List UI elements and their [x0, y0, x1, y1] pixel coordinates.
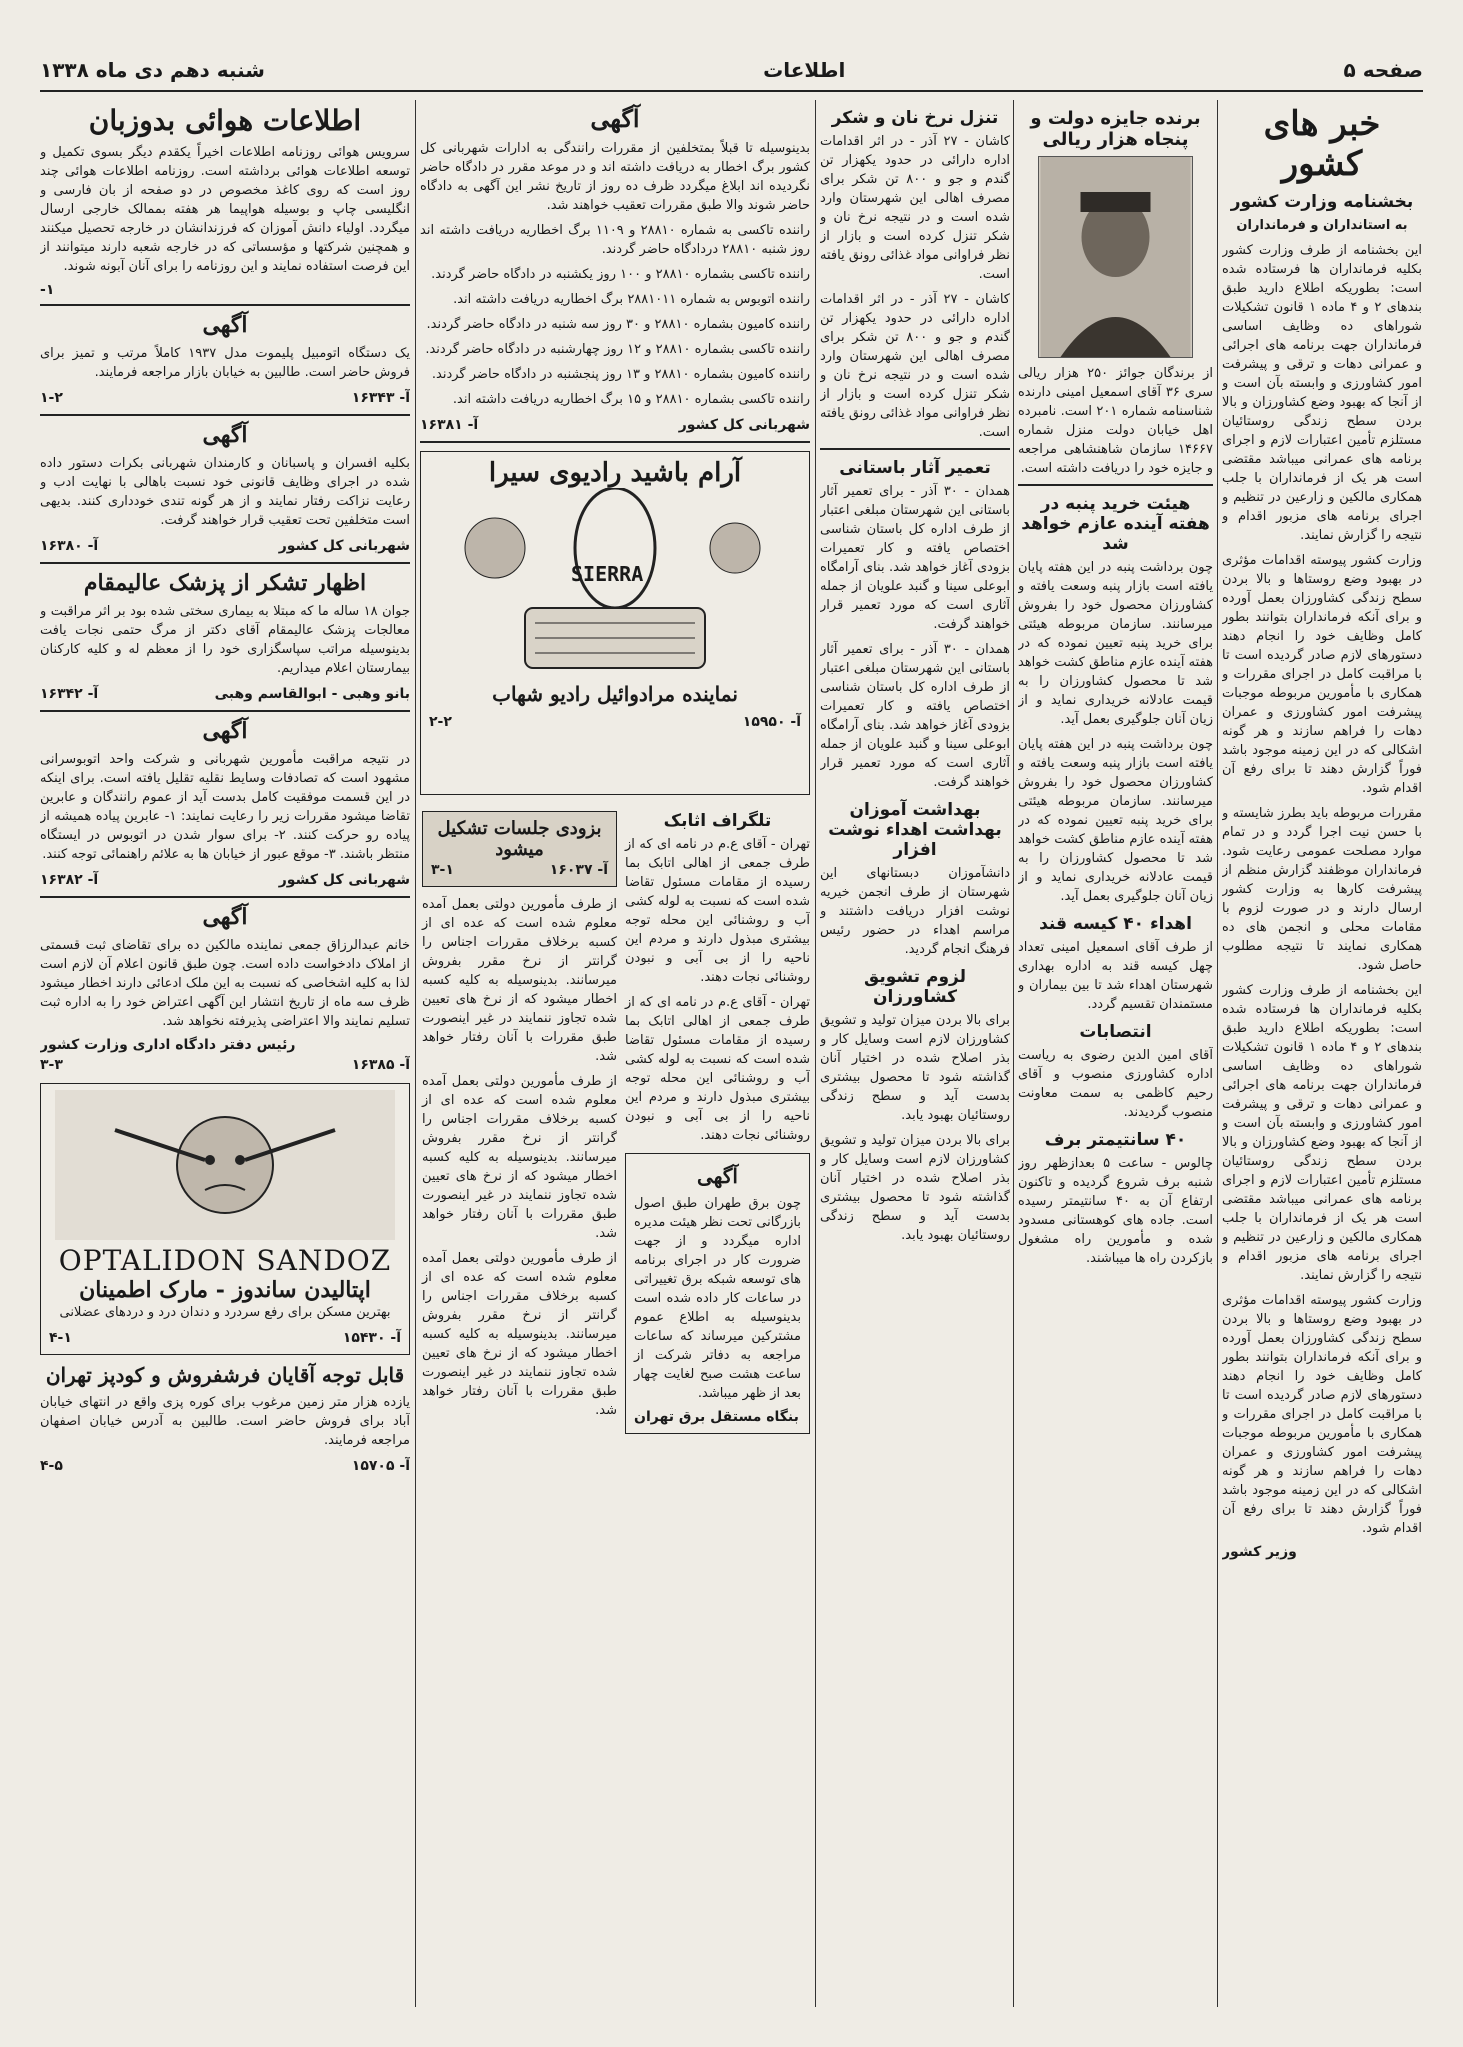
divider: [40, 304, 410, 306]
photo-caption: از برندگان جوائز ۲۵۰ هزار ریالی سری ۳۶ آقای اسمعیل امینی دارنده شناسنامه شماره ۲۰۱ است. نامبرده اهل خیابان دولت منزل شماره ۱۴۶۶۷ سازمان شاهنشاهی مراجعه و جایزه خود را دریافت داشته است.: [1018, 366, 1213, 476]
ad-body: یک دستگاه اتومبیل پلیموت مدل ۱۹۳۷ کاملاً مرتب و تمیز برای فروش حاضر است. طالبین به خیابان بازار مراجعه فرمایند.: [40, 346, 410, 380]
headache-illustration: [55, 1090, 395, 1240]
signature: شهربانی کل کشور: [678, 417, 810, 433]
news-banner: [422, 811, 617, 887]
ad-title: آگهی: [202, 312, 248, 338]
ad-code: آ- ۱۶۳۸۵: [351, 1057, 410, 1073]
divider: [40, 710, 410, 712]
ad-code: آ- ۱۶۰۳۷: [549, 862, 608, 878]
ad-code: آ- ۱۵۴۳۰: [342, 1330, 401, 1346]
section-title: اطلاعات هوائی بدوزبان: [88, 104, 362, 137]
article-title: تنزل نرخ نان و شکر: [831, 108, 999, 128]
brand-name: SIERRA: [571, 562, 644, 586]
paper-name: اطلاعات: [763, 58, 846, 82]
divider: [1018, 484, 1213, 486]
ad-code: آ- ۱۶۳۸۰: [40, 538, 99, 554]
article-title: تعمیر آثار باستانی: [839, 458, 991, 478]
ad-title: اظهار تشکر از پزشک عالیمقام: [83, 570, 367, 596]
ad-title: آگهی: [202, 718, 248, 744]
column-rule: [815, 100, 816, 2007]
page-header: [40, 50, 1423, 92]
divider: [40, 896, 410, 898]
article-body: از طرف مأمورین دولتی بعمل آمده معلوم شده است که عده ای از کسبه برخلاف مقررات اجناس را گرانتر از نرخ مقرر بفروش میرسانند. بدینوسیله به کلیه کسبه اخطار میشود که از نرخ های تعیین شده تجاوز ننمایند در غیر اینصورت طبق مقررات با آنان رفتار خواهد شد.: [422, 1251, 617, 1418]
column-rule: [1217, 100, 1218, 2007]
column-rule: [415, 100, 416, 2007]
article-body: همدان - ۳۰ آذر - برای تعمیر آثار باستانی این شهرستان مبلغی اعتبار از طرف اداره کل باستان شناسی اختصاص یافته و کار تعمیرات بزودی آغاز خواهد شد. بنای آرامگاه ابوعلی سینا و گنبد علویان از جمله آثاری است که مورد تعمیر قرار خواهند گرفت.: [820, 484, 1010, 632]
ad-number: ۱-: [40, 282, 55, 298]
signature: وزیر کشور: [1222, 1544, 1297, 1560]
ad-body: در نتیجه مراقبت مأمورین شهربانی و شرکت واحد اتوبوسرانی مشهود است که تصادفات وسایط نقلیه تقلیل یافته است. برای اینکه در این قسمت موفقیت کامل بدست آید از عموم رانندگان و عابرین تقاضا میشود مقررات زیر را رعایت نمایند: ۱- عابرین پیاده همیشه از پیاده رو حرکت کنند. ۲- برای سوار شدن در اتوبوس در ایستگاه منتظر باشند. ۳- موقع عبور از خیابان ها به علائم راهنمائی توجه کنند.: [40, 752, 410, 862]
ad-number: ۲-۲: [429, 714, 452, 730]
article-body: این بخشنامه از طرف وزارت کشور بکلیه فرمانداران ها فرستاده شده است: بطوریکه اطلاع دارید طبق بندهای ۲ و ۴ ماده ۱ قانون تشکیلات شوراهای ده وظایف اساسی فرمانداران جهت برنامه های اجرائی و عمرانی دهات و ترقی و پیشرفت امور کشاورزی و وابسته بآن است و از آنجا که بهبود وضع کشاورزان و بالا بردن سطح زندگی روستائیان مستلزم تأمین اعتبارات لازم و اجرای برنامه های عمرانی میباشد مقتضی است هر یک از فرمانداران با جلب همکاری مالکین و زارعین در تنظیم و اجرای برنامه های مزبور اقدام و نتیجه را گزارش نمایند.: [1222, 983, 1422, 1283]
ad-body: جوان ۱۸ ساله ما که مبتلا به بیماری سختی شده بود بر اثر مراقبت و معالجات پزشک عالیمقام آقای دکتر از مرگ حتمی نجات یافت بدینوسیله مراتب سپاسگزاری خود را از معظم له و کلیه کارکنان بیمارستان اعلام میداریم.: [40, 604, 410, 676]
article-body: سرویس هوائی روزنامه اطلاعات اخیراً یکقدم دیگر بسوی تکمیل و توسعه اطلاعات هوائی برداشته است. روزنامه اطلاعات هوائی چند روز است که روی کاغذ مخصوص در دو صفحه از بان فارسی و انگلیسی چاپ و بوسیله هواپیما هر هفته بممالک خارجی ارسال میگردد. اولیاء دانش آموزان که فرزندانشان در خارجه تحصیل میکنند و همچنین شرکتها و مؤسساتی که در خارجه شعبه دارند میتوانند از این فرصت استفاده نمایند و این روزنامه را برای آنان آبونه شوند.: [40, 145, 410, 274]
signature: رئیس دفتر دادگاه اداری وزارت کشور: [40, 1037, 296, 1053]
ad-body: یازده هزار متر زمین مرغوب برای کوره پزی واقع در انتهای خیابان آباد برای فروش حاضر است. طالبین به آدرس خیابان اصفهان مراجعه فرمایند.: [40, 1395, 410, 1448]
ad-body: چون برق طهران طبق اصول بازرگانی تحت نظر هیئت مدیره اداره میگردد و از جهت ضرورت کار در اجرای برنامه های توسعه شبکه برق تغییراتی در ساعات کار داده شده است بدینوسیله به اطلاع عموم مشترکین میرساند که ساعات مراجعه به دفاتر شرکت از ساعت هشت صبح لغایت چهار بعد از ظهر میباشد.: [634, 1196, 801, 1401]
ad-line: راننده اتوبوس به شماره ۲۸۸۱۰۱۱ برگ اخطاریه دریافت داشته اند.: [453, 292, 810, 307]
article-body: از طرف آقای اسمعیل امینی تعداد چهل کیسه قند به اداره بهداری شهرستان اهداء شد تا بین بیماران و مستمندان تقسیم گردد.: [1018, 940, 1213, 1012]
ad-line: راننده تاکسی بشماره ۲۸۸۱۰ و ۱۵ برگ اخطاریه دریافت داشته اند.: [452, 392, 810, 407]
article-body: وزارت کشور پیوسته اقدامات مؤثری در بهبود وضع روستاها و بالا بردن سطح زندگی کشاورزان بعمل آورده و برای آنکه فرمانداران بتوانند بطور کامل وظایف خود را انجام دهند دستورهای لازم صادر گردیده است تا با مراقبت کامل در اجرای مقررات و همکاری با مأمورین مربوطه موجبات پیشرفت امور کشاورزی و عمران دهات را فراهم سازند و هر گونه اشکالی که در این زمینه موجود باشد فوراً گزارش دهند تا برای رفع آن اقدام شود.: [1222, 553, 1422, 796]
divider: [40, 414, 410, 416]
portrait-photo: [1038, 156, 1193, 358]
ad-line: راننده تاکسی به شماره ۲۸۸۱۰ و ۱۱۰۹ برگ اخطاریه دریافت داشته اند روز شنبه ۲۸۸۱۰ دردادگاه حاضر گردند.: [420, 223, 810, 257]
article-body: آقای امین الدین رضوی به ریاست اداره کشاورزی منصوب و آقای رحیم کاظمی به سمت معاونت منصوب گردیدند.: [1018, 1048, 1213, 1120]
article-body: کاشان - ۲۷ آذر - در اثر اقدامات اداره دارائی در حدود یکهزار تن گندم و جو و ۸۰۰ تن شکر برای مصرف اهالی این شهرستان وارد شده است و در نتیجه نرخ نان و شکر تنزل کرده است و بازار از نظر فراوانی مواد غذائی رونق یافته است.: [820, 292, 1010, 440]
article-title: ۴۰ سانتیمتر برف: [1044, 1130, 1187, 1150]
ad-line: راننده تاکسی بشماره ۲۸۸۱۰ و ۱۲ روز چهارشنبه در دادگاه حاضر گردند.: [425, 342, 810, 357]
right-subcolumn: [422, 803, 617, 1442]
column-rule: [1013, 100, 1014, 2007]
article-body: از طرف مأمورین دولتی بعمل آمده معلوم شده است که عده ای از کسبه برخلاف مقررات اجناس را گرانتر از نرخ مقرر بفروش میرسانند. بدینوسیله به کلیه کسبه اخطار میشود که از نرخ های تعیین شده تجاوز ننمایند در غیر اینصورت طبق مقررات با آنان رفتار خواهد شد.: [422, 897, 617, 1064]
signature: شهربانی کل کشور: [278, 872, 410, 888]
divider: [420, 441, 810, 443]
ad-agent: نماینده مرادوائیل رادیو شهاب: [492, 682, 738, 706]
ad-code: آ- ۱۵۷۰۵: [351, 1458, 410, 1474]
ad-code: آ- ۱۶۳۴۲: [40, 686, 99, 702]
sierra-radio-ad: [420, 451, 810, 795]
article-title: بهداشت آموزان بهداشت اهداء نوشت افزار: [828, 800, 1002, 860]
column-national-news: [1222, 100, 1422, 2007]
ad-title: قابل توجه آقایان فرشفروش و کودپز تهران: [45, 1363, 405, 1387]
column-news-3: [820, 100, 1010, 2007]
article-body: این بخشنامه از طرف وزارت کشور بکلیه فرمانداران ها فرستاده شده است: بطوریکه اطلاع دارید طبق بندهای ۲ و ۴ ماده ۱ قانون تشکیلات شوراهای ده وظایف اساسی فرمانداران جهت برنامه های اجرائی و عمرانی دهات و ترقی و پیشرفت امور کشاورزی و وابسته بآن است و از آنجا که بهبود وضع کشاورزان و بالا بردن سطح زندگی روستائیان مستلزم تأمین اعتبارات لازم و اجرای برنامه های عمرانی میباشد مقتضی است هر یک از فرمانداران با جلب همکاری مالکین و زارعین در تنظیم و اجرای برنامه های مزبور اقدام و نتیجه را گزارش نمایند.: [1222, 243, 1422, 543]
column-news-2: [1018, 100, 1213, 2007]
article-subtitle: به استانداران و فرمانداران: [1236, 218, 1408, 233]
ad-body: خانم عبدالرزاق جمعی نماینده مالکین ده برای تقاضای ثبت قسمتی از املاک دادخواست داده است. چون طبق قانون اعلام آن لازم است لذا به کلیه اشخاصی که نسبت به این ملک ادعائی دارند اخطار میشود ظرف سه ماه از تاریخ انتشار این آگهی اعتراض خود را به اداره ثبت تسلیم نمایند والا اعتراضی پذیرفته نخواهد شد.: [40, 938, 410, 1029]
ad-title: آگهی: [590, 104, 640, 133]
ad-headline: اپتالیدن ساندوز - مارک اطمینان: [79, 1277, 371, 1303]
column-ads-middle: [420, 100, 810, 2007]
article-title: اهداء ۴۰ کیسه قند: [1039, 914, 1192, 934]
ad-number: ۴-۱: [49, 1330, 72, 1346]
banner-title: بزودی جلسات تشکیل میشود: [437, 818, 602, 860]
article-body: از طرف مأمورین دولتی بعمل آمده معلوم شده است که عده ای از کسبه برخلاف مقررات اجناس را گرانتر از نرخ مقرر بفروش میرسانند. بدینوسیله به کلیه کسبه اخطار میشود که از نرخ های تعیین شده تجاوز ننمایند در غیر اینصورت طبق مقررات با آنان رفتار خواهد شد.: [422, 1074, 617, 1241]
divider: [820, 448, 1010, 450]
article-body: همدان - ۳۰ آذر - برای تعمیر آثار باستانی این شهرستان مبلغی اعتبار از طرف اداره کل باستان شناسی اختصاص یافته و کار تعمیرات بزودی آغاز خواهد شد. بنای آرامگاه ابوعلی سینا و گنبد علویان از جمله آثاری است که مورد تعمیر قرار خواهند گرفت.: [820, 642, 1010, 790]
article-title: لزوم تشویق کشاورزان: [864, 967, 966, 1007]
issue-date: شنبه دهم دی ماه ۱۳۳۸: [40, 58, 265, 82]
ad-code: آ- ۱۵۹۵۰: [742, 714, 801, 730]
ad-title: آگهی: [697, 1164, 738, 1188]
article-body: برای بالا بردن میزان تولید و تشویق کشاورزان لازم است وسایل کار و بذر اصلاح شده در اختیار آنان گذاشته شود تا محصول بیشتری بدست آید و سطح زندگی روستائیان بهبود یابد.: [820, 1013, 1010, 1123]
article-body: چون برداشت پنبه در این هفته پایان یافته است بازار پنبه وسعت یافته و کشاورزان محصول خود را بفروش میرسانند. سازمان مربوطه هیئتی برای خرید پنبه تعیین نموده که در هفته آینده عازم مناطق کشت خواهد شد تا محصول کشاورزان را به قیمت عادلانه خریداری نماید و از زیان آنان جلوگیری بعمل آید.: [1018, 560, 1213, 727]
ad-body: بدینوسیله تا قبلاً بمتخلفین از مقررات رانندگی به ادارات شهربانی کل کشور برگ اخطار به دریافت داشته اند و در موعد مقرر در دادگاه حاضر نگردیده اند ابلاغ میگردد ظرف ده روز از تاریخ نشر این آگهی به دادگاه حاضر شوند والا طبق مقررات تعقیب خواهند شد.: [420, 141, 810, 213]
article-body: تهران - آقای ع.م در نامه ای که از طرف جمعی از اهالی اتابک بما رسیده از مقامات مسئول تقاضا شده است که نسبت به لوله کشی آب و روشنائی این محله توجه بیشتری مبذول دارند و مردم این ناحیه را از بی آبی و نبودن روشنائی نجات دهند.: [625, 995, 810, 1143]
ad-code: آ- ۱۶۳۴۳: [351, 390, 410, 406]
article-body: تهران - آقای ع.م در نامه ای که از طرف جمعی از اهالی اتابک بما رسیده از مقامات مسئول تقاضا شده است که نسبت به لوله کشی آب و روشنائی این محله توجه بیشتری مبذول دارند و مردم این ناحیه را از بی آبی و نبودن روشنائی نجات دهند.: [625, 837, 810, 985]
column-ads-left: [40, 100, 410, 2007]
article-title: بخشنامه وزارت کشور: [1230, 192, 1414, 212]
section-title: خبر های کشور: [1263, 104, 1381, 184]
ad-code: آ- ۱۶۳۸۲: [40, 872, 99, 888]
page-number: صفحه ۵: [1343, 58, 1423, 82]
article-title: انتصابات: [1079, 1022, 1152, 1042]
brand-name: OPTALIDON SANDOZ: [58, 1244, 392, 1277]
telegram-article: [625, 803, 810, 1442]
article-body: برای بالا بردن میزان تولید و تشویق کشاورزان لازم است وسایل کار و بذر اصلاح شده در اختیار آنان گذاشته شود تا محصول بیشتری بدست آید و سطح زندگی روستائیان بهبود یابد.: [820, 1133, 1010, 1243]
article-body: وزارت کشور پیوسته اقدامات مؤثری در بهبود وضع روستاها و بالا بردن سطح زندگی کشاورزان بعمل آورده و برای آنکه فرمانداران بتوانند بطور کامل وظایف خود را انجام دهند دستورهای لازم صادر گردیده است تا با مراقبت کامل در اجرای مقررات و همکاری با مأمورین مربوطه موجبات پیشرفت امور کشاورزی و عمران دهات را فراهم سازند و هر گونه اشکالی که در این زمینه موجود باشد فوراً گزارش دهند تا برای رفع آن اقدام شود.: [1222, 1293, 1422, 1536]
ad-title: آگهی: [202, 904, 248, 930]
article-body: چالوس - ساعت ۵ بعدازظهر روز شنبه برف شروع گردیده و تاکنون ارتفاع آن به ۴۰ سانتیمتر رسیده است. جاده های کوهستانی مسدود شده و مأمورین راه مشغول بازکردن راه ها میباشند.: [1018, 1156, 1213, 1266]
article-title: هیئت خرید پنبه در هفته آینده عازم خواهد شد: [1021, 494, 1210, 554]
optalidon-ad: [40, 1083, 410, 1355]
ad-number: ۱-۲: [40, 390, 63, 406]
ad-body: بهترین مسکن برای رفع سردرد و دندان درد و دردهای عضلانی: [59, 1305, 391, 1320]
article-title: تلگراف اثابک: [663, 811, 772, 831]
ad-number: ۳-۱: [431, 862, 454, 878]
article-body: مقررات مربوطه باید بطرز شایسته و با حسن نیت اجرا گردد و در تمام موارد مصلحت عمومی رعایت شود. فرمانداران موظفند گزارش منظم از پیشرفت کارها به وزارت کشور ارسال دارند و در صورت لزوم با مقامات محلی و انجمن های ده همکاری نمایند تا نتیجه مطلوب حاصل شود.: [1222, 806, 1422, 973]
divider: [40, 562, 410, 564]
ad-headline: آرام باشید رادیوی سیرا: [488, 458, 742, 488]
article-body: کاشان - ۲۷ آذر - در اثر اقدامات اداره دارائی در حدود یکهزار تن گندم و جو و ۸۰۰ تن شکر برای مصرف اهالی این شهرستان وارد شده است و در نتیجه نرخ نان و شکر تنزل کرده است و بازار از نظر فراوانی مواد غذائی رونق یافته است.: [820, 134, 1010, 282]
ad-number: ۴-۵: [40, 1458, 63, 1474]
ad-line: راننده کامیون بشماره ۲۸۸۱۰ و ۱۳ روز پنجشنبه در دادگاه حاضر گردند.: [431, 367, 810, 382]
ad-line: راننده کامیون بشماره ۲۸۸۱۰ و ۳۰ روز سه شنبه در دادگاه حاضر گردند.: [426, 317, 810, 332]
signature: بنگاه مستقل برق تهران: [634, 1409, 799, 1425]
ad-line: راننده تاکسی بشماره ۲۸۸۱۰ و ۱۰۰ روز یکشنبه در دادگاه حاضر گردند.: [431, 267, 810, 282]
ad-title: آگهی: [202, 422, 248, 448]
portrait-icon: [1039, 157, 1192, 357]
article-title: برنده جایزه دولت و پنجاه هزار ریالی: [1030, 108, 1201, 150]
signature: شهربانی کل کشور: [278, 538, 410, 554]
ad-number: ۳-۳: [40, 1057, 63, 1073]
ad-code: آ- ۱۶۳۸۱: [420, 417, 479, 433]
article-body: چون برداشت پنبه در این هفته پایان یافته است بازار پنبه وسعت یافته و کشاورزان محصول خود را بفروش میرسانند. سازمان مربوطه هیئتی برای خرید پنبه تعیین نموده که در هفته آینده عازم مناطق کشت خواهد شد تا محصول کشاورزان را به قیمت عادلانه خریداری نماید و از زیان آنان جلوگیری بعمل آید.: [1018, 737, 1213, 904]
agahi-box: [625, 1153, 810, 1434]
signature: بانو وهبی - ابوالقاسم وهبی: [214, 686, 410, 702]
ad-body: بکلیه افسران و پاسبانان و کارمندان شهربانی بکرات دستور داده شده در اجرای وظایف قانونی خود نسبت باهالی با نهایت ادب و رعایت نزاکت رفتار نمایند و از هر گونه تندی خودداری کنند. بدیهی است متخلفین تحت تعقیب قرار خواهند گرفت.: [40, 456, 410, 528]
article-body: دانشآموزان دبستانهای این شهرستان از طرف انجمن خیریه نوشت افزار دریافت داشتند و مراسم اهداء در حضور رئیس فرهنگ انجام گردید.: [820, 866, 1010, 957]
